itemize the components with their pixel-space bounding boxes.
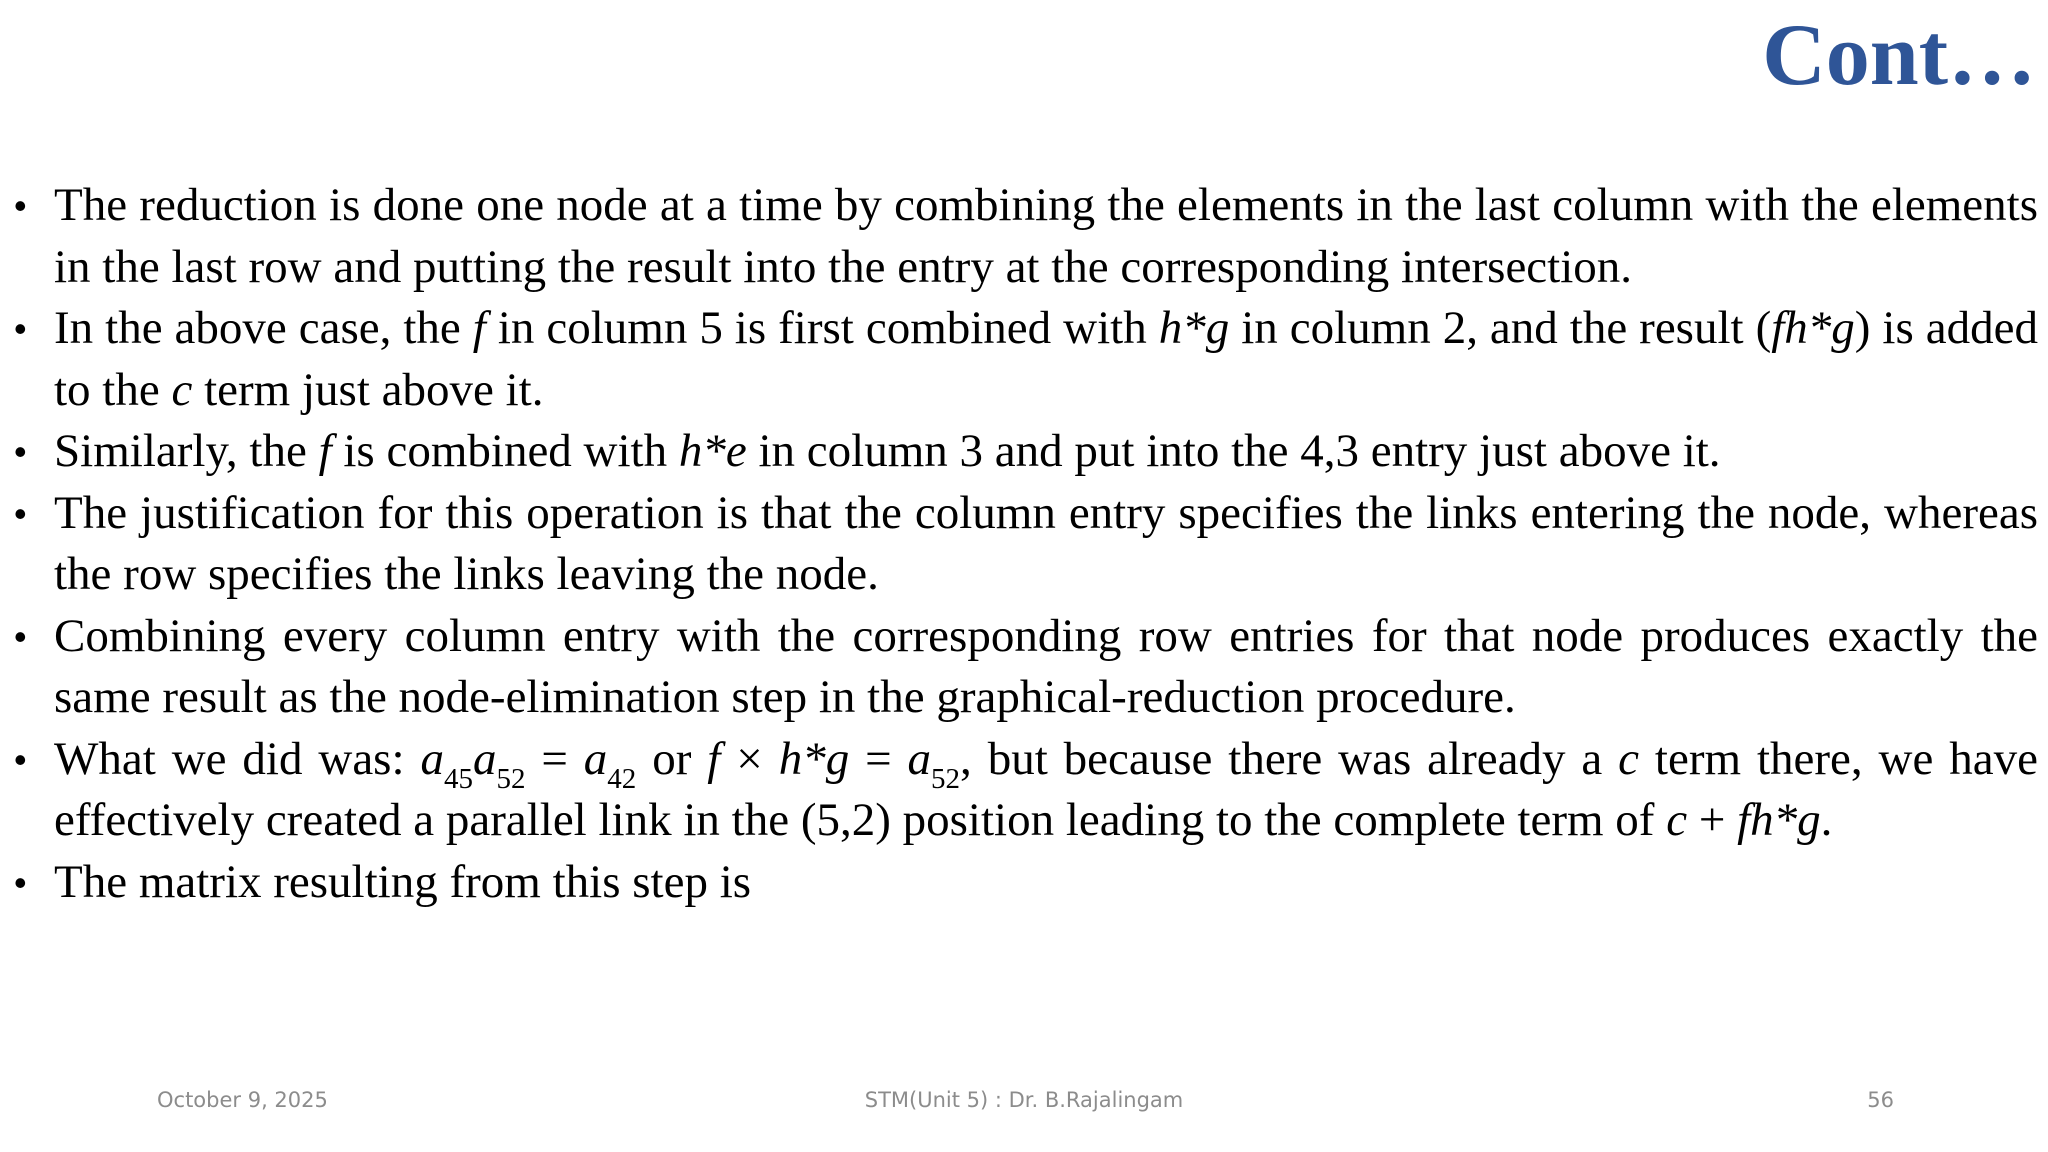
- slide-number: 56: [1867, 1088, 1894, 1112]
- math-variable: h*g: [778, 732, 850, 785]
- text-run: in column 5 is first combined with: [485, 302, 1159, 354]
- slide-title: Cont…: [1762, 7, 2036, 104]
- bullet-item: [14, 298, 2038, 421]
- bullet-item: [14, 852, 2038, 914]
- bullet-item: [14, 175, 2038, 298]
- bullet-dot-icon: •: [14, 492, 27, 534]
- footer-date: October 9, 2025: [157, 1088, 328, 1112]
- bullet-text: [54, 856, 751, 908]
- bullet-text: [54, 487, 2038, 601]
- bullet-text: [54, 179, 2038, 293]
- footer-author: STM(Unit 5) : Dr. B.Rajalingam: [864, 1088, 1184, 1112]
- text-run: =: [849, 732, 908, 785]
- text-run: is combined with: [331, 425, 679, 477]
- math-variable: a: [472, 732, 497, 785]
- math-subscript: 52: [931, 762, 961, 795]
- math-variable: h*g: [1158, 302, 1230, 354]
- bullet-dot-icon: •: [14, 615, 27, 657]
- math-variable: f: [707, 732, 721, 785]
- text-run: Combining every column entry with the corresponding row entries for that node produces exactly the same result as the node-elimination step in the graphical-reduction procedure.: [54, 609, 2038, 723]
- math-variable: h*e: [678, 425, 747, 477]
- bullet-dot-icon: •: [14, 861, 27, 903]
- math-variable: c: [1666, 794, 1688, 846]
- text-run: Similarly, the: [54, 425, 319, 477]
- bullet-list: [14, 175, 2038, 913]
- math-subscript: 52: [496, 762, 526, 795]
- math-variable: a: [420, 732, 444, 785]
- bullet-text: [54, 610, 2038, 724]
- bullet-text: [54, 302, 2038, 416]
- text-run: , but because there was already a: [960, 732, 1619, 785]
- text-run: The justification for this operation is that the column entry specifies the links entering the node, whereas the row specifies the links leaving the node.: [54, 486, 2038, 600]
- bullet-item: [14, 483, 2038, 606]
- math-variable: fh*g: [1737, 794, 1821, 846]
- text-run: =: [525, 732, 584, 785]
- math-variable: c: [171, 363, 193, 416]
- text-run: The matrix resulting from this step is: [54, 855, 752, 908]
- bullet-item: [14, 606, 2038, 729]
- text-run: term just above it.: [192, 363, 544, 416]
- text-run: What we did was:: [54, 732, 421, 785]
- text-run: ×: [720, 732, 779, 785]
- text-run: term there, we have effectively created a parallel link in the (5,2) position leading to the complete term of: [54, 732, 2038, 846]
- bullet-item: [14, 729, 2038, 852]
- math-variable: a: [907, 732, 932, 785]
- text-run: ) is added to the: [54, 302, 2038, 416]
- text-run: in column 2, and the result (: [1229, 302, 1772, 354]
- math-variable: fh*g: [1771, 302, 1855, 354]
- math-variable: a: [583, 732, 608, 785]
- bullet-dot-icon: •: [14, 185, 27, 226]
- text-run: The reduction is done one node at a time by combining the elements in the last column with the elements in the last row and putting the result into the entry at the corresponding intersection.: [54, 179, 2038, 293]
- text-run: in column 3 and put into the 4,3 entry just above it.: [746, 425, 1721, 477]
- bullet-dot-icon: •: [14, 431, 27, 472]
- bullet-text: [54, 733, 2038, 847]
- text-run: or: [636, 732, 708, 785]
- math-subscript: 42: [607, 762, 637, 795]
- bullet-text: [54, 425, 1721, 477]
- bullet-item: [14, 421, 2038, 483]
- math-variable: f: [472, 302, 486, 354]
- text-run: In the above case, the: [54, 302, 473, 354]
- text-run: +: [1687, 794, 1738, 846]
- math-variable: c: [1618, 732, 1640, 785]
- bullet-dot-icon: •: [14, 308, 27, 349]
- bullet-dot-icon: •: [14, 738, 27, 780]
- math-subscript: 45: [443, 762, 473, 795]
- text-run: .: [1820, 794, 1833, 846]
- math-variable: f: [318, 425, 332, 477]
